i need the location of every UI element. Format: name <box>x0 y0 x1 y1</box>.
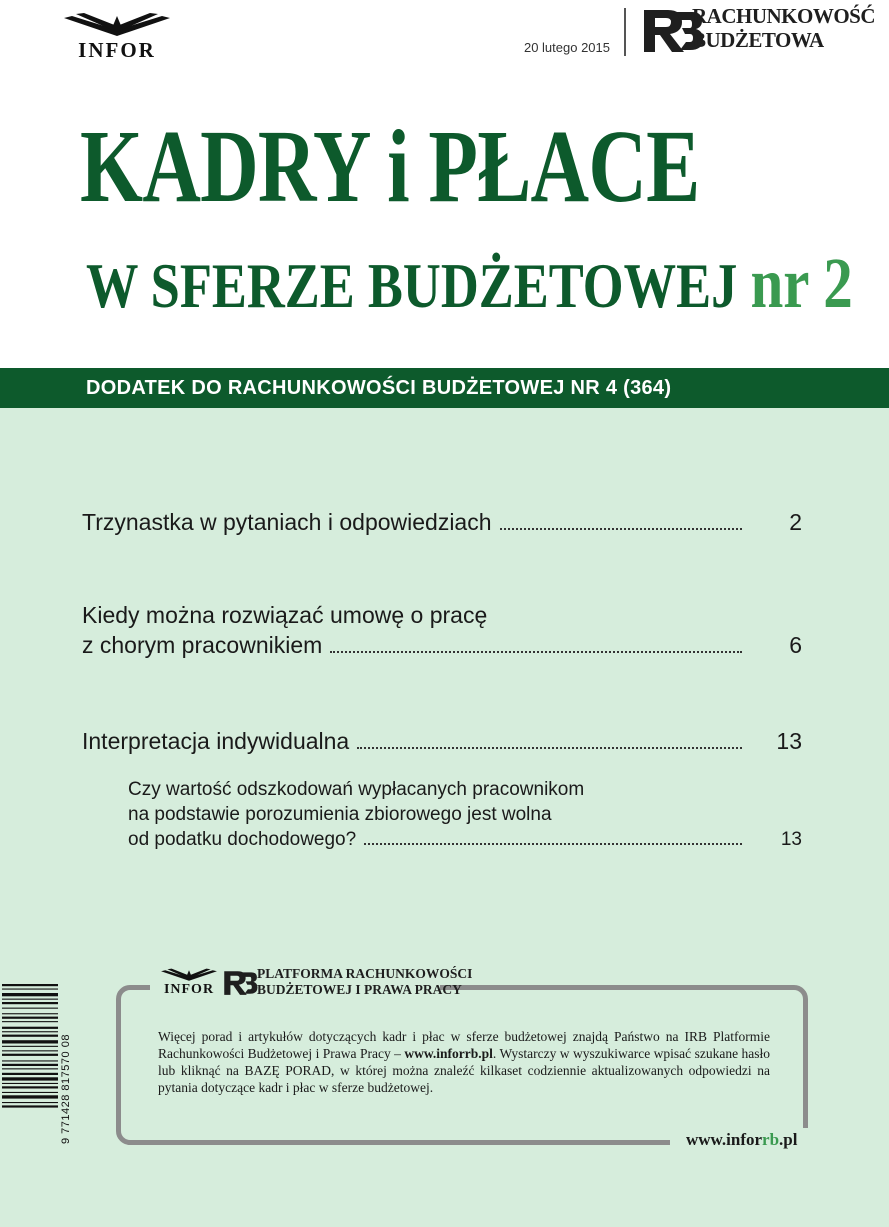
platform-text-before: Więcej porad i artykułów dotyczących kadr i płac w sferze budżetowej znajdą Państwo na IRB Platformie Rachunkowości Budżetowej i Prawa Pracy – <box>158 1029 770 1061</box>
issue-date: 20 lutego 2015 <box>523 40 610 55</box>
toc-entry-title-cont: z chorym pracownikiem <box>82 632 323 658</box>
barcode-bar <box>2 1035 58 1037</box>
infor-logo <box>58 12 176 60</box>
toc-entry-title: Czy wartość odszkodowań wypłacanych pracownikom <box>128 779 585 800</box>
rb-logo-icon <box>222 966 258 1000</box>
platform-name <box>257 966 472 998</box>
main-title: KADRY i PŁACE <box>80 109 700 224</box>
magazine-logo-line-1: RACHUNKOWOŚĆ <box>692 4 876 28</box>
barcode-bar <box>2 1013 58 1014</box>
issue-number: nr 2 <box>750 243 853 323</box>
toc-page-number: 13 <box>776 728 802 754</box>
toc-page-number: 6 <box>789 632 802 658</box>
toc-entry-title-cont: na podstawie porozumienia zbiorowego jest wolna <box>128 804 552 825</box>
barcode-bar <box>2 1027 58 1029</box>
platform-name-line-2: BUDŻETOWEJ I PRAWA PRACY <box>257 982 462 997</box>
main-subtitle <box>86 243 853 323</box>
barcode-bar <box>2 1102 58 1103</box>
barcode-bar <box>2 1092 58 1093</box>
magazine-logo-line-2: BUDŻETOWA <box>692 28 824 52</box>
barcode-bar <box>2 1068 58 1069</box>
toc-entry-title: Interpretacja indywidualna <box>82 728 350 754</box>
barcode-bar <box>2 1086 58 1088</box>
platform-description <box>158 1028 770 1096</box>
barcode-bar <box>2 984 58 986</box>
toc-leader-dots <box>330 651 742 653</box>
barcode-bar <box>2 1060 58 1061</box>
barcode-bar <box>2 1002 58 1004</box>
toc-entry-title: Trzynastka w pytaniach i odpowiedziach <box>82 509 492 535</box>
toc-entry[interactable] <box>82 726 802 756</box>
toc-entry[interactable] <box>82 507 802 537</box>
platform-url[interactable] <box>686 1130 797 1150</box>
toc-leader-dots <box>364 843 742 845</box>
magazine-logo-text <box>692 4 875 52</box>
toc-entry-title: Kiedy można rozwiązać umowę o pracę <box>82 602 488 628</box>
barcode-bar <box>2 1008 58 1009</box>
barcode-bar <box>2 1083 58 1084</box>
main-subtitle-text: W SFERZE BUDŻETOWEJ <box>86 250 738 321</box>
platform-text-after: . Wystarczy w wyszukiwarce wpisać szukane hasło lub kliknąć na BAZĘ PORAD, w której można znaleźć kilkaset codziennie aktualizowanych odpowiedzi na pytania dotyczące kadr i płac w sferze budżetowej. <box>158 1046 770 1095</box>
toc-subentry[interactable] <box>128 777 802 852</box>
barcode-bar <box>2 1050 58 1051</box>
toc-entry[interactable] <box>82 600 802 660</box>
barcode-bar <box>2 1040 58 1043</box>
barcode-bar <box>2 1064 58 1066</box>
barcode-bar <box>2 1105 58 1107</box>
platform-url-accent: rb <box>762 1130 780 1149</box>
infor-wing-icon <box>62 12 172 38</box>
barcode-bar <box>2 993 58 996</box>
platform-infor-text: INFOR <box>163 982 215 997</box>
infor-logo-text: INFOR <box>78 38 156 62</box>
barcode-bar <box>2 1054 58 1056</box>
platform-text-link[interactable]: www.inforrb.pl <box>404 1046 493 1061</box>
toc-leader-dots <box>357 747 742 749</box>
barcode-bar <box>2 989 58 990</box>
toc-page-number: 2 <box>789 509 802 535</box>
toc-page-number: 13 <box>780 829 802 850</box>
barcode-bar <box>2 1021 58 1022</box>
barcode-bar <box>2 999 58 1000</box>
toc-entry-title-cont: od podatku dochodowego? <box>128 829 357 850</box>
platform-name-line-1: PLATFORMA RACHUNKOWOŚCI <box>257 966 473 981</box>
barcode-digits: 9 771428 817570 08 <box>60 1034 72 1144</box>
header-divider <box>624 8 626 56</box>
supplement-banner: DODATEK DO RACHUNKOWOŚCI BUDŻETOWEJ NR 4 (364) <box>0 368 889 408</box>
barcode-bar <box>2 1031 58 1032</box>
barcode-bar <box>2 1073 58 1075</box>
barcode-bar <box>2 1017 58 1019</box>
platform-url-main: www.infor <box>686 1130 763 1149</box>
barcode-bar <box>2 1077 58 1080</box>
toc-leader-dots <box>500 528 742 530</box>
barcode-bar <box>2 1046 58 1047</box>
barcode-bar <box>2 1095 58 1098</box>
platform-url-end: .pl <box>779 1130 798 1149</box>
